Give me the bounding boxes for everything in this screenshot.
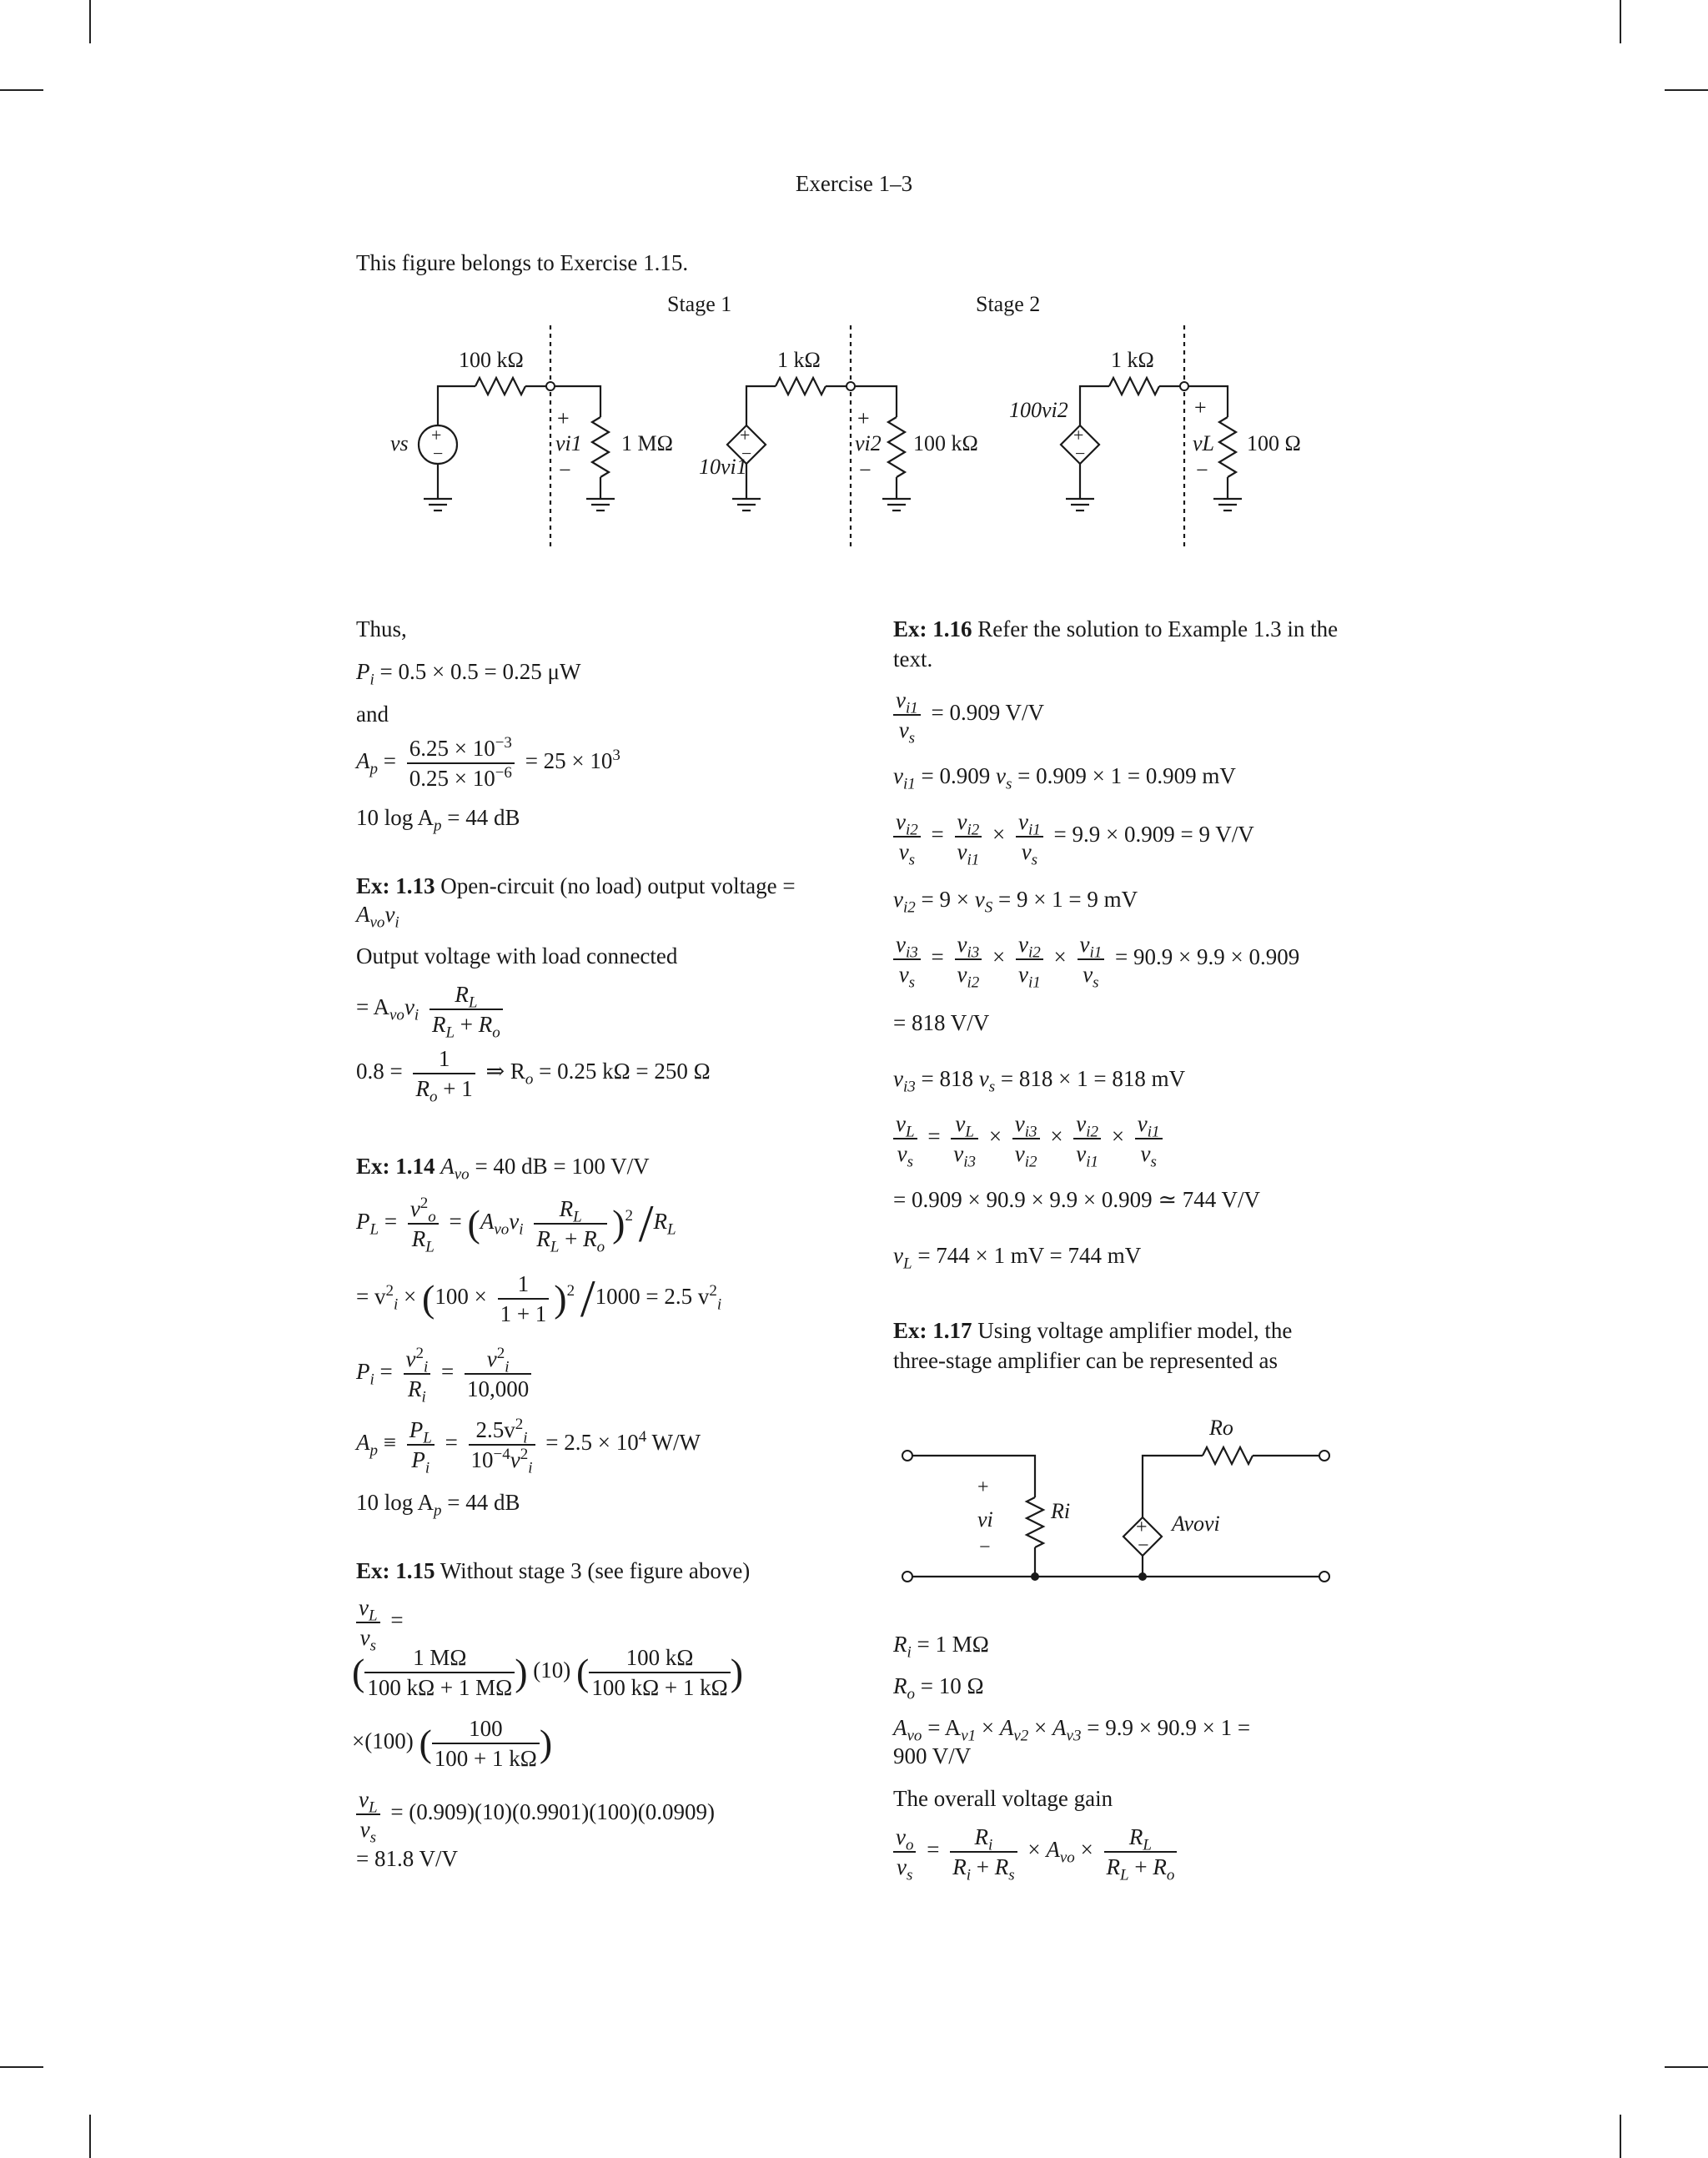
resistor-icon [1203,1447,1253,1464]
resistor-label: 1 kΩ [777,348,821,372]
svg-text:−: − [741,443,752,464]
svg-text:+: + [1073,425,1084,445]
crop-mark [89,2115,91,2158]
text-output-load: Output voltage with load connected [356,943,678,968]
text-and: and [356,702,389,727]
eq-vi3: $v_{i3} = 818$ $v_s = 818 \times 1 = 818$ mV [893,1066,1186,1096]
eq-overall-gain: $\frac{v_o}{v_s}$ = $\frac{R_i}{R_i + R_s}$ × $A_{vo}$ × $\frac{R_L}{R_L + R_o}$ [893,1823,1182,1881]
svg-text:+: + [857,406,870,430]
load-label: 1 MΩ [621,431,673,455]
crop-mark [1620,0,1621,43]
ex117-heading: Ex: 1.17 Using voltage amplifier model, the three-stage amplifier can be represented as [893,1318,1293,1373]
eq-vl-vs-chain: $\frac{v_L}{v_s}$ = $\frac{v_L}{v_{i3}}$ × $\frac{v_{i3}}{v_{i2}}$ × $\frac{v_{i2}}{v_{i1}}$ × $\frac{v_{i1}}{v_s}$ [893,1109,1168,1168]
junction-dot [1138,1572,1147,1581]
eq-avo-vi: $A_{vo}v_i$ [356,902,399,932]
resistor-icon [1109,378,1159,395]
source-label: 10vi1 [699,455,747,479]
crop-mark [89,0,91,43]
three-stage-circuit-figure [350,284,1368,559]
eq-avo-unit: 900 V/V [893,1743,972,1768]
svg-text:+: + [557,406,570,430]
crop-mark [1665,2066,1708,2068]
load-label: 100 Ω [1247,431,1301,455]
ex115-heading: Ex: 1.15 Without stage 3 (see figure above) [356,1558,751,1583]
eq-load-output: = $A_{vo}v_i$ $\frac{R_L}{R_L + R_o}$ [356,980,508,1039]
text-overall-gain: The overall voltage gain [893,1786,1113,1811]
svg-text:−: − [559,458,571,482]
vi-label: vi [977,1507,993,1532]
avo-vi-label: Avovi [1172,1512,1220,1536]
svg-text:+: + [977,1476,989,1498]
source-label: vs [390,431,409,455]
crop-mark [0,89,43,91]
ri-label: Ri [1051,1499,1071,1523]
resistor-icon [475,378,525,395]
svg-text:−: − [859,458,872,482]
eq-vi1-vs: $\frac{v_{i1}}{v_s}$ = 0.909 V/V [893,686,1044,744]
eq-final-gain: = 81.8 V/V [356,1846,458,1871]
voltage-label: vL [1193,431,1214,455]
eq-818: = 818 V/V [893,1010,990,1035]
ex116-heading: Ex: 1.16 Refer the solution to Example 1.3 in the text. [893,616,1339,672]
svg-text:−: − [1138,1535,1149,1557]
eq-avo-total: $A_{vo} = A_{v1} \times A_{v2} \times A_{v3} = 9.9 \times 90.9 \times 1$ = [893,1715,1251,1745]
eq-pi: $P_i = 0.5 \times 0.5 = 0.25$ μW [356,659,581,689]
resistor-icon [888,417,905,477]
eq-pi-2: $P_i$ = $\frac{v^2_i}{R_i}$ = $\frac{v^2_i}{10,000}$ [356,1345,536,1403]
terminal-node [902,1572,912,1582]
eq-vi2: $v_{i2} = 9 \times v_S = 9 \times 1 = 9$ mV [893,887,1138,917]
ro-label: Ro [1209,1416,1233,1440]
eq-vl-vs-factor3: ×(100) ( $\frac{100}{100 + 1 k\Omega}$ ) [352,1716,553,1771]
eq-vi3-vs: $\frac{v_{i3}}{v_s}$ = $\frac{v_{i3}}{v_{i2}}$ × $\frac{v_{i2}}{v_{i1}}$ × $\frac{v_{i1}}{v_s}$ = 90.9 × 9.9 × 0.909 [893,930,1299,988]
stage1-label: Stage 1 [667,292,732,316]
eq-vi2-vs: $\frac{v_{i2}}{v_s}$ = $\frac{v_{i2}}{v_{i1}}$ × $\frac{v_{i1}}{v_s}$ = 9.9 × 0.909 = 9 V/V [893,807,1254,866]
ground-icon [424,499,1242,511]
crop-mark [1620,2115,1621,2158]
eq-ro: 0.8 = $\frac{1}{R_o + 1}$ ⇒ $R_o = 0.25$ kΩ = 250 Ω [356,1046,711,1106]
eq-vi1: $v_{i1} = 0.909$ $v_s = 0.909 \times 1 = 0.909$ mV [893,763,1236,793]
eq-ro-val: $R_o = 10$ Ω [893,1673,984,1703]
terminal-node [1319,1572,1329,1582]
terminal-node [846,382,855,390]
terminal-node [1319,1451,1329,1461]
ex114-heading: Ex: 1.14 $A_{vo} = 40$ dB = 100 V/V [356,1154,650,1184]
eq-log2: 10 $\log A_p = 44$ dB [356,1490,520,1520]
svg-text:+: + [1136,1517,1148,1538]
ex113-heading: Ex: 1.13 Open-circuit (no load) output voltage = [356,873,796,898]
eq-ap-2: $A_p$ ≡ $\frac{P_L}{P_i}$ = $\frac{2.5v^2_i}{10^{-4}v^2_i}$ = $2.5 \times 10^4$ W/W [356,1416,701,1477]
crop-mark [0,2066,43,2068]
figure-caption: This figure belongs to Exercise 1.15. [356,250,689,275]
terminal-node [1180,382,1188,390]
amplifier-model-figure [892,1410,1359,1593]
resistor-icon [1027,1497,1043,1547]
voltage-label: vi1 [555,431,582,455]
crop-mark [1665,89,1708,91]
eq-pl: $P_L$ = $\frac{v^2_o}{R_L}$ = ($A_{vo}v_i$ $\frac{R_L}{R_L + R_o}$ )$^2$ $/R_L$ [356,1194,676,1256]
eq-pl-2: = $v^2_i \times (100$ × $\frac{1}{1 + 1}$ )$^2$ /1000 = 2.5 $v^2_i$ [356,1269,722,1328]
junction-dot [1031,1572,1039,1581]
eq-ap: $A_p$ = $\frac{6.25 \times 10^{-3}}{0.25 \times 10^{-6}}$ = $25 \times 10^3$ [356,734,620,791]
terminal-node [546,382,555,390]
stage2-label: Stage 2 [976,292,1041,316]
svg-text:+: + [1194,395,1207,420]
svg-text:−: − [1196,458,1208,482]
terminal-node [902,1451,912,1461]
svg-text:−: − [979,1537,991,1558]
svg-text:−: − [1075,443,1086,464]
eq-vl-vs-factors: ( $\frac{1 M\Omega}{100 k\Omega + 1 M\Omega}$ ) (10) ( $\frac{100 k\Omega}{100 k\Omega + 1 k\Omega}$ ) [352,1645,744,1700]
eq-log1: 10 $\log A_p = 44$ dB [356,805,520,835]
eq-vl-vs-product: $\frac{v_L}{v_s}$ = (0.909)(10)(0.9901)(100)(0.0909) [356,1785,715,1844]
eq-ri: $R_i = 1$ MΩ [893,1632,989,1662]
resistor-icon [776,378,826,395]
eq-vl-vs-lhs: $\frac{v_L}{v_s}$ = [356,1593,404,1652]
eq-744-vv: = 0.909 × 90.9 × 9.9 × 0.909 ≃ 744 V/V [893,1187,1261,1212]
page-header: Exercise 1–3 [795,171,913,196]
resistor-label: 100 kΩ [459,348,524,372]
resistor-label: 1 kΩ [1111,348,1154,372]
svg-text:+: + [431,425,442,445]
eq-vl: $v_L = 744 \times 1$ mV = 744 mV [893,1243,1142,1273]
resistor-icon [592,417,609,477]
text-thus: Thus, [356,616,407,641]
voltage-label: vi2 [855,431,882,455]
source-label: 100vi2 [1009,398,1068,422]
resistor-icon [1219,417,1236,477]
svg-text:+: + [740,425,751,445]
svg-text:−: − [433,443,444,464]
load-label: 100 kΩ [913,431,978,455]
